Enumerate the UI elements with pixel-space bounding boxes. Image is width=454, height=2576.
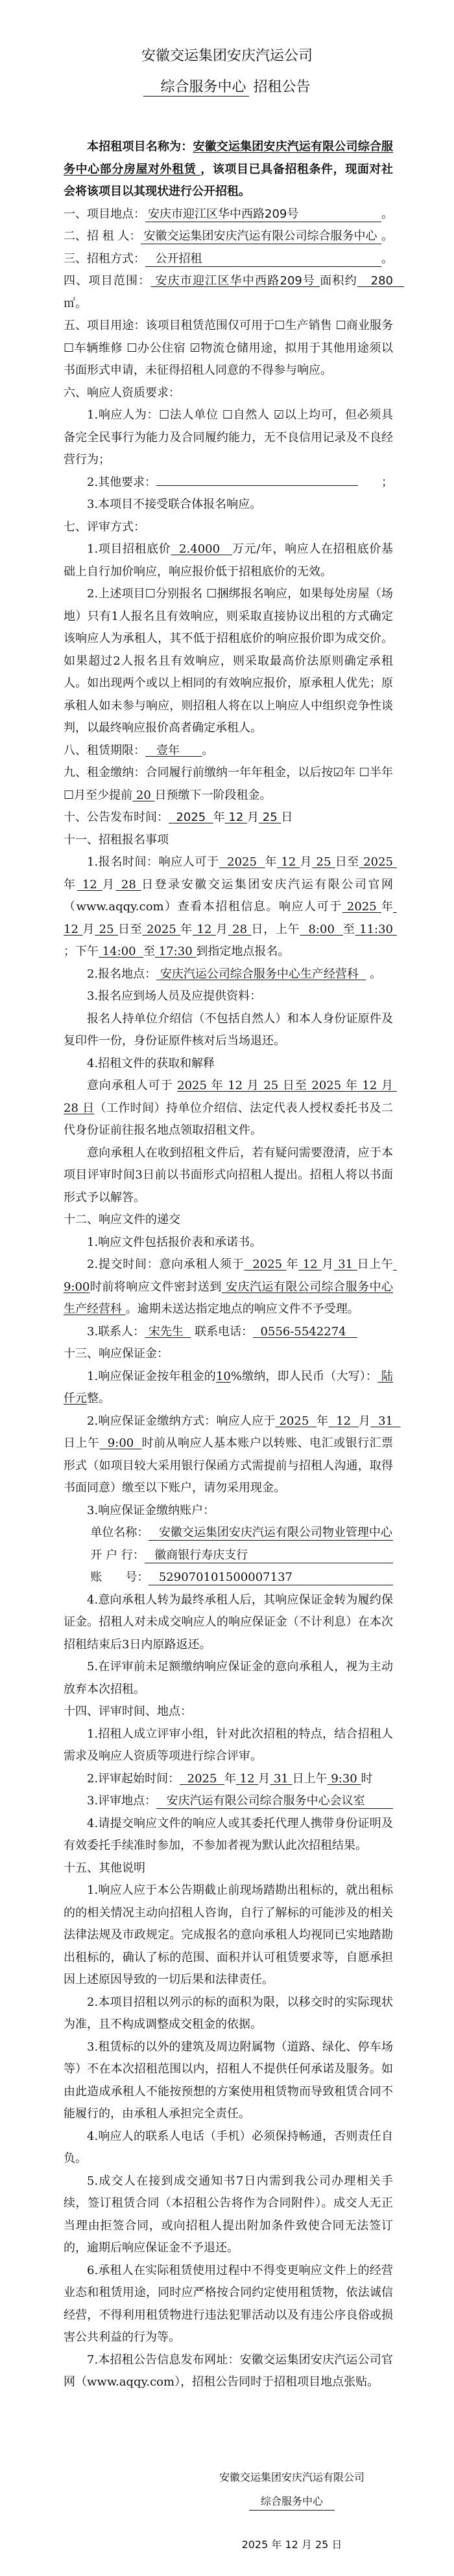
text: 2.提交时间：意向承租人须于 bbox=[87, 1258, 245, 1271]
text: 五、项目用途：该项目租赁范围仅可用于 bbox=[64, 319, 275, 332]
paragraph bbox=[64, 1075, 397, 1142]
text: 。 bbox=[202, 743, 214, 757]
text: 1.项目招租底价 bbox=[87, 542, 171, 556]
checkbox-checked-icon: ☑ bbox=[189, 341, 200, 355]
filled-blank: 28 bbox=[115, 877, 142, 891]
filled-blank: 11:30 bbox=[355, 922, 397, 936]
filled-blank: 529070101500007137 bbox=[149, 1570, 393, 1585]
paragraph bbox=[64, 1232, 393, 1254]
text: 日上午 bbox=[64, 1436, 100, 1450]
text: 捆绑报名响应，如果每处房屋（场地）只有1人报名且有效响应，则采取直接协议出租的方式确定该响应人为承租人，其不低于招租底价的响应报价即为成交价。如果超过2人报名且有效响应，则采取最高价法原则确定承租人。如出现两个或以上相同的有效响应报价，原承租人优先；原承租人如未参与响应，则招租人将在以上响应人中组织竞争性谈判，以最终响应报价高者确定承租人。 bbox=[64, 587, 393, 735]
filled-blank: 25 bbox=[95, 922, 119, 936]
text: 。 bbox=[381, 251, 393, 266]
paragraph bbox=[64, 1790, 393, 1813]
text: 三、招租方式： bbox=[64, 251, 145, 266]
filled-blank: 2025 bbox=[244, 1258, 287, 1271]
paragraph bbox=[64, 1366, 393, 1410]
text: 以上均可，但必须具备完全民事行为能力及合同履约能力，无不良信用记录及不良经营行为； bbox=[64, 408, 393, 466]
filled-blank: 280 bbox=[357, 274, 405, 288]
text: ㎡。 bbox=[64, 296, 87, 310]
text: 整。 bbox=[87, 1392, 110, 1405]
paragraph bbox=[64, 1142, 393, 1210]
paragraph bbox=[64, 1813, 393, 1857]
paragraph bbox=[64, 404, 393, 472]
filled-blank: 壹年 bbox=[145, 743, 202, 757]
text: 日，上午 bbox=[251, 922, 300, 936]
paragraph bbox=[64, 1500, 393, 1523]
filled-blank: 0556-5542274 bbox=[253, 1324, 357, 1339]
checkbox-empty-icon: ☐ bbox=[159, 408, 170, 422]
text: 日上午 bbox=[357, 1258, 394, 1271]
filled-blank: 安庆汽运公司综合服务中心生产经营科 bbox=[156, 967, 366, 981]
text: 月 bbox=[258, 1771, 270, 1786]
text: 年 bbox=[64, 877, 77, 891]
department-name: 综合服务中心 bbox=[143, 79, 248, 97]
text: 时前将响应文件密封送到 bbox=[90, 1280, 222, 1294]
text: 年 bbox=[180, 922, 193, 936]
filled-blank: 31 bbox=[370, 1414, 401, 1428]
section-heading bbox=[64, 740, 393, 763]
paragraph bbox=[64, 1522, 393, 1545]
text: 2.响应保证金缴纳方式：响应人应于 bbox=[87, 1414, 276, 1428]
text: 自然人 bbox=[233, 408, 274, 422]
filled-blank: 2025 bbox=[342, 900, 381, 914]
text: 十、公告发布时间： bbox=[64, 811, 169, 824]
checkbox-empty-icon: ☐ bbox=[64, 788, 75, 802]
text: 4.意向承租人转为最终承租人后，其响应保证金转为履约保证金。招租人对未成交响应人的响应保证金（不计利息）在本次招租结束后3日内原路返还。 bbox=[64, 1593, 393, 1651]
text: 5.在评审前未足额缴纳响应保证金的意向承租人，视为主动放弃本次招租。 bbox=[64, 1660, 393, 1696]
section-heading bbox=[64, 270, 405, 315]
text: ；下午 bbox=[64, 945, 99, 958]
text: 2.上述项目 bbox=[87, 587, 145, 601]
checkbox-empty-icon: ☐ bbox=[359, 766, 370, 779]
filled-blank: 2.4000 bbox=[171, 542, 233, 556]
text: 5.成交人在接到成交通知书7日内需到我公司办理相关手续，签订租赁合同（本招租公告将作为合同附件）。成交人无正当理由拒签合同，或向招租人提出附加条件致使合同无法签订的，逾期后响应保证金不予退还。 bbox=[64, 2174, 393, 2255]
text: 3.租赁标的以外的建筑及周边附属物（道路、绿化、停车场等）不在本次招租范围以内，招租人不提供任何承诺及服务。如由此造成承租人不能按预想的方案使用租赁物而导致租赁合同不能履行的，由承租人承担完全责任。 bbox=[64, 2040, 393, 2121]
checkbox-empty-icon: ☐ bbox=[206, 587, 217, 601]
text: 办公住宿 bbox=[137, 341, 190, 355]
text: 1.响应人应于本公告期截止前现场踏勘出租标的，就出租标的的相关情况主动向招租人咨询，自行了解标的可能涉及的相关法律法规及市政规定。完成报名的意向承租人均视同已实地踏勘出租标的，确认了标的范围、面积并认可租赁要求等，自愿承担因上述原因导致的一切后果和法律责任。 bbox=[64, 1883, 393, 1986]
paragraph bbox=[64, 1656, 393, 1701]
text: 6.承租人在实际租赁使用过程中不得变更响应文件上的经营业态和租赁用途，同时应严格按合同约定使用租赁物，依法诚信经营，不得利用租赁物进行违法犯罪活动以及有违公序良俗或损害公共利益的行为等。 bbox=[64, 2263, 393, 2344]
paragraph bbox=[64, 1254, 397, 1321]
paragraph bbox=[64, 1410, 401, 1500]
text: 日至 bbox=[335, 855, 359, 869]
text: 单位名称： bbox=[90, 1526, 149, 1539]
filled-blank: 2025 年 12 月 25 日至 2025 年 12 月 28 日 bbox=[64, 1079, 397, 1115]
text: 4.招租文件的获取和解释 bbox=[87, 1056, 215, 1070]
text: 七、评审方式： bbox=[64, 520, 145, 534]
text: 日 bbox=[281, 811, 293, 824]
text: 月 bbox=[322, 1258, 334, 1271]
signature-department: 综合服务中心 bbox=[249, 2493, 335, 2511]
checkbox-empty-icon: ☐ bbox=[222, 408, 233, 422]
text: 月 bbox=[102, 877, 116, 891]
filled-blank: 12 bbox=[328, 1414, 359, 1428]
text: 。 bbox=[381, 229, 393, 243]
section-heading bbox=[64, 225, 393, 248]
filled-blank: 12 bbox=[277, 855, 300, 869]
checkbox-empty-icon: ☐ bbox=[126, 341, 137, 355]
filled-blank: 9:30 bbox=[327, 1771, 361, 1786]
filled-blank: 陆仟元 bbox=[64, 1369, 393, 1405]
filled-blank: 安徽交运集团安庆汽运有限公司综合服务中心部分房屋对外租赁 bbox=[64, 140, 394, 176]
paragraph bbox=[64, 1321, 393, 1344]
filled-blank: 12 bbox=[64, 900, 397, 936]
text: 面积约 bbox=[320, 274, 357, 288]
checkbox-empty-icon: ☐ bbox=[274, 319, 285, 332]
filled-blank: 10 bbox=[215, 1369, 231, 1383]
text: 年 bbox=[224, 1771, 236, 1786]
section-heading bbox=[64, 203, 393, 226]
section-heading bbox=[64, 1209, 393, 1232]
text: 半年 bbox=[369, 766, 394, 779]
section-heading bbox=[64, 516, 393, 539]
filled-blank: 25 bbox=[312, 855, 335, 869]
text: 六、响应人资质要求： bbox=[64, 385, 180, 400]
paragraph bbox=[64, 1567, 393, 1589]
signature-date: 2025 年 12 月 25 日 bbox=[241, 2538, 342, 2551]
filled-blank: 2025 bbox=[180, 1771, 224, 1786]
notice-type: 招租公告 bbox=[253, 79, 311, 95]
paragraph bbox=[64, 494, 393, 516]
filled-blank: 17:30 bbox=[155, 945, 197, 958]
paragraph bbox=[64, 315, 393, 382]
text: 年 bbox=[265, 855, 278, 869]
filled-blank: 2025 bbox=[219, 855, 265, 869]
text: ，该项目已具备招租条件，现面对社会将该项目以其现状进行公开招租。 bbox=[64, 162, 394, 198]
filled-blank: 25 bbox=[259, 811, 281, 824]
signature-company: 安徽交运集团安庆汽运有限公司 bbox=[219, 2470, 364, 2483]
filled-blank: 2025 bbox=[142, 922, 181, 936]
text: 年 bbox=[343, 766, 359, 779]
text: 法人单位 bbox=[169, 408, 222, 422]
text: 年 bbox=[213, 811, 225, 824]
section-heading bbox=[64, 807, 393, 829]
text: 月 bbox=[359, 1414, 371, 1428]
paragraph bbox=[64, 1992, 393, 2036]
paragraph bbox=[64, 1723, 393, 1768]
paragraph bbox=[64, 472, 393, 494]
filled-blank: 9:00 bbox=[99, 1436, 142, 1450]
text: 报名人持单位介绍信（不包括自然人）和本人身份证原件及复印件一份，身份证原件核对后当场退还。 bbox=[64, 1011, 393, 1048]
text: 十三、响应保证金： bbox=[64, 1347, 169, 1361]
text: 1.报名时间：响应人可于 bbox=[87, 855, 219, 869]
text: 1.响应人为： bbox=[87, 408, 160, 422]
text: 年 bbox=[381, 900, 393, 914]
checkbox-empty-icon: ☐ bbox=[145, 587, 156, 601]
text: 月 bbox=[247, 811, 259, 824]
text: 1.招租人成立评审小组，针对此次招租的特点，结合招租人需求及响应人资质等项进行综合评审。 bbox=[64, 1727, 393, 1763]
text: 月 bbox=[215, 922, 228, 936]
section-heading bbox=[64, 829, 393, 852]
filled-blank: 12 bbox=[193, 922, 216, 936]
text: 2.其他要求： bbox=[87, 475, 157, 489]
text: 万元/年，响应人在招租底价基础上自行加价响应，响应报价低于招租底价的无效。 bbox=[64, 542, 393, 579]
text: 八、租赁期限： bbox=[64, 743, 145, 757]
text: 十一、招租报名事项 bbox=[64, 833, 169, 847]
text: 3.联系人： bbox=[87, 1324, 145, 1339]
filled-blank: 31 bbox=[270, 1771, 293, 1786]
text: 3.响应保证金缴纳账户： bbox=[87, 1503, 215, 1517]
filled-blank: 安庆市迎江区华中西路209号 bbox=[145, 207, 381, 222]
text: 年 bbox=[317, 1414, 329, 1428]
text: 十二、响应文件的递交 bbox=[64, 1213, 180, 1226]
text: 物流仓储用途，拟用于其他用途须以书面形式申请，未征得招租人同意的不得参与响应。 bbox=[64, 341, 394, 377]
filled-blank: 公开招租 bbox=[145, 252, 381, 267]
text: 日预缴下一阶段租金。 bbox=[154, 788, 272, 802]
text: 月 bbox=[82, 922, 95, 936]
paragraph bbox=[64, 1053, 393, 1075]
filled-blank: 12 bbox=[235, 1771, 259, 1786]
text: 。逾期未送达指定地点的响应文件不予受理。 bbox=[125, 1302, 359, 1316]
paragraph bbox=[64, 2036, 393, 2126]
text: 一、项目地点： bbox=[64, 207, 145, 221]
text: 。 bbox=[366, 967, 382, 981]
text: 九、租金缴纳：合同履行前缴纳一年年租金，以后按 bbox=[64, 766, 333, 779]
text: 车辆维修 bbox=[74, 341, 127, 355]
text: 年 bbox=[286, 1258, 299, 1271]
text: 商业服务 bbox=[346, 319, 394, 332]
text: 时 bbox=[361, 1771, 373, 1786]
filled-blank: 8:00 bbox=[300, 922, 343, 936]
filled-blank: 2025 bbox=[169, 811, 213, 824]
section-heading bbox=[64, 1343, 393, 1366]
text: 3.报名应到场人员及应提供资料： bbox=[87, 989, 262, 1003]
filled-blank: 9:00 bbox=[64, 1258, 397, 1294]
text: 日登录安徽交运集团安庆汽运有限公司官网（www.aqqy.com）查看本招租信息。响应人可于 bbox=[64, 877, 394, 914]
text: 月至少提前 bbox=[74, 788, 133, 802]
text: 联系电话： bbox=[191, 1324, 254, 1339]
document-subtitle bbox=[0, 78, 454, 97]
text: 日至 bbox=[118, 922, 143, 936]
filled-blank: 安徽交运集团安庆汽运有限公司综合服务中心 bbox=[141, 229, 381, 244]
text: 7.本招租公告信息发布网址：安徽交运集团安庆汽运公司官网（www.aqqy.com），招租公告同时于招租项目地点张贴。 bbox=[64, 2352, 393, 2389]
text: 至 bbox=[143, 945, 156, 958]
checkbox-checked-icon: ☑ bbox=[274, 408, 285, 422]
paragraph bbox=[64, 1589, 393, 1657]
text: %缴纳，即人民币（大写）： bbox=[230, 1369, 378, 1383]
filled-blank bbox=[156, 485, 358, 486]
text: 日上午 bbox=[292, 1771, 328, 1786]
paragraph bbox=[64, 1768, 393, 1791]
text: 本招租项目名称为： bbox=[87, 140, 193, 154]
checkbox-empty-icon: ☐ bbox=[335, 319, 346, 332]
filled-blank: 31 bbox=[333, 1258, 357, 1271]
section-heading bbox=[64, 248, 393, 271]
text: 账 号： bbox=[90, 1570, 149, 1584]
paragraph bbox=[64, 136, 393, 203]
filled-blank: 安庆汽运有限公司综合服务中心会议室 bbox=[156, 1794, 393, 1809]
text: 4.请提交响应文件的响应人或其委托代理人携带身份证明及有效委托手续准时参加，不参加者视为默认此次招租结果。 bbox=[64, 1816, 393, 1852]
paragraph bbox=[64, 851, 397, 963]
text: 。 bbox=[381, 207, 393, 221]
paragraph bbox=[64, 2126, 393, 2170]
filled-blank: 2025 bbox=[275, 1414, 317, 1428]
filled-blank: 2025 bbox=[359, 855, 397, 869]
filled-blank: 12 bbox=[224, 811, 248, 824]
filled-blank: 12 bbox=[77, 877, 103, 891]
text: 十五、其他说明 bbox=[64, 1861, 145, 1875]
notice-body bbox=[64, 136, 405, 2394]
checkbox-checked-icon: ☑ bbox=[333, 766, 344, 779]
text: 月 bbox=[300, 855, 313, 869]
text: 1.响应保证金按年租金的 bbox=[87, 1369, 216, 1383]
text: 四、项目范围： bbox=[64, 274, 151, 288]
paragraph bbox=[64, 963, 393, 986]
text: 2.报名地点： bbox=[87, 967, 157, 981]
section-heading bbox=[64, 382, 393, 405]
document-title: 安徽交运集团安庆汽运公司 bbox=[141, 48, 313, 64]
text: 二、招 租 人： bbox=[64, 229, 141, 243]
section-heading bbox=[64, 1701, 393, 1723]
paragraph bbox=[64, 2260, 393, 2349]
text: 生产销售 bbox=[285, 319, 336, 332]
text: 到指定地点报名。 bbox=[196, 945, 290, 958]
filled-blank: 28 bbox=[228, 922, 252, 936]
paragraph bbox=[64, 2349, 393, 2394]
text: 十四、评审时间、地点： bbox=[64, 1705, 192, 1718]
section-heading bbox=[64, 1857, 393, 1880]
filled-blank: 安徽交运集团安庆汽运有限公司物业管理中心 bbox=[149, 1526, 393, 1541]
paragraph bbox=[64, 1545, 393, 1567]
paragraph bbox=[64, 2170, 393, 2260]
checkbox-empty-icon: ☐ bbox=[64, 341, 75, 355]
text: 意向承租人在收到招租文件后，若有疑问需要澄清，应于本项目评审时间3日前以书面形式向招租人提出。招租人将以书面形式予以解答。 bbox=[64, 1145, 393, 1204]
paragraph bbox=[64, 583, 393, 740]
text: 分别报名 bbox=[155, 587, 207, 601]
paragraph bbox=[64, 1880, 393, 1992]
text: （工作时间）持单位介绍信、法定代表人授权委托书及二代身份证前往报名地点领取招租文件。 bbox=[64, 1101, 393, 1137]
text: 4.响应人的联系人电话（手机）必须保持畅通，否则责任自负。 bbox=[64, 2129, 393, 2165]
paragraph bbox=[64, 762, 393, 807]
text: 3.本项目不接受联合体报名响应。 bbox=[87, 498, 262, 511]
paragraph bbox=[64, 538, 393, 583]
text: 开 户 行： bbox=[90, 1548, 145, 1562]
text: 至 bbox=[342, 922, 355, 936]
filled-blank: 安庆汽运有限公司综合服务中心生产经营科 bbox=[64, 1280, 393, 1316]
filled-blank: 宋先生 bbox=[145, 1324, 191, 1339]
text: 1.响应文件包括报价表和承诺书。 bbox=[87, 1235, 262, 1249]
filled-blank: 安庆市迎江区华中西路209号 bbox=[150, 274, 320, 288]
paragraph bbox=[64, 1008, 393, 1053]
text: 意向承租人可于 bbox=[87, 1079, 178, 1092]
filled-blank: 徽商银行寿庆支行 bbox=[145, 1548, 393, 1563]
text: ； bbox=[381, 475, 393, 489]
text: 2.本项目招租以列示的标的面积为限，以移交时的实际现状为准，且不构成调整成交租金的依据。 bbox=[64, 1995, 393, 2031]
text: 时前从响应人基本账户以转账、电汇或银行汇票形式（如项目较大采用银行保函方式需提前与招租人沟通，取得书面同意）缴至以下账户，请勿采用现金。 bbox=[64, 1436, 394, 1495]
signature-block bbox=[214, 2465, 370, 2576]
text: 2.评审起始时间： bbox=[87, 1771, 180, 1786]
paragraph bbox=[64, 985, 393, 1008]
filled-blank: 12 bbox=[298, 1258, 322, 1271]
filled-blank: 20 bbox=[132, 788, 155, 802]
filled-blank: 14:00 bbox=[99, 945, 144, 958]
text: 3.评审地点： bbox=[87, 1794, 157, 1808]
